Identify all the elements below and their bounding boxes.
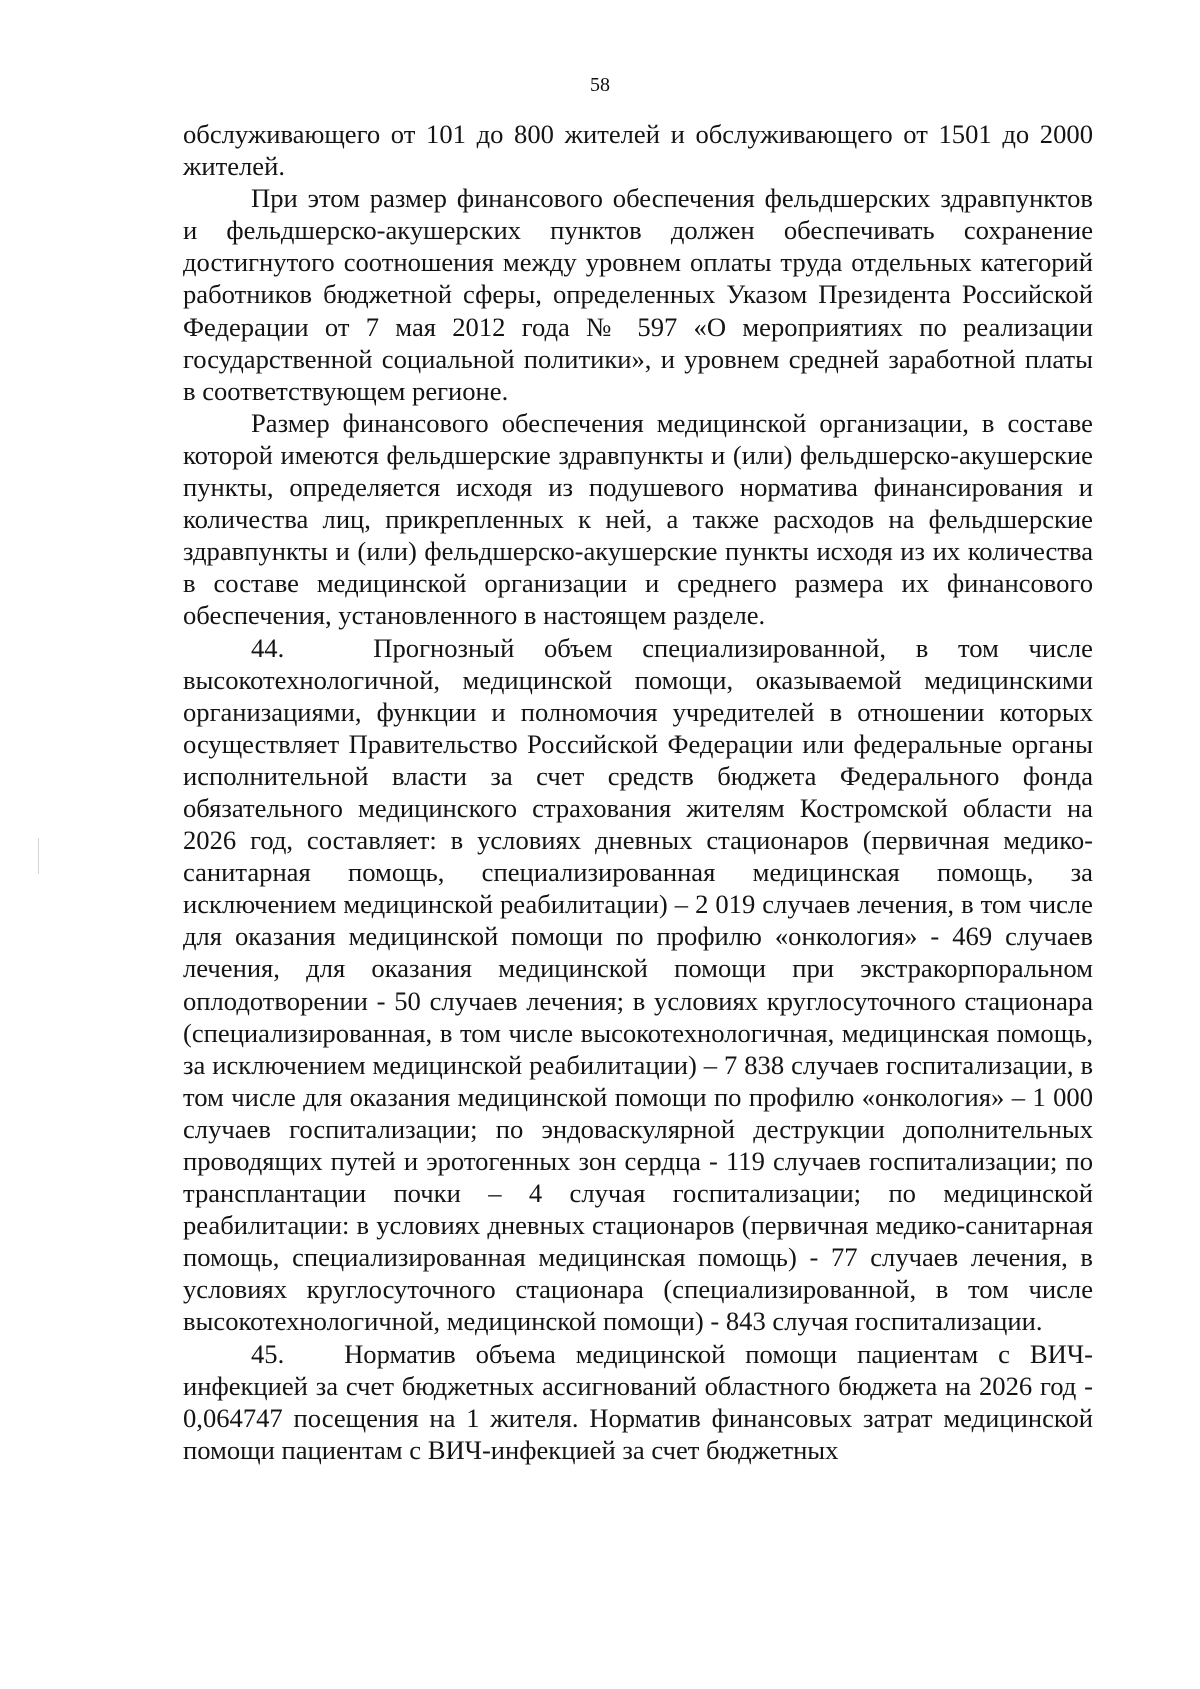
page-number: 58 — [590, 74, 610, 96]
paragraph-text: Норматив объема медицинской помощи пациентам с ВИЧ-инфекцией за счет бюджетных ассигнований областного бюджета на 2026 год - 0,064747 посещения на 1 жителя. Норматив финансовых затрат медицинской помощи пациентам с ВИЧ-инфекцией за счет бюджетных — [183, 1338, 1093, 1465]
item-number: 45. — [251, 1338, 285, 1369]
paragraph-financing-size — [183, 407, 1093, 632]
item-number: 44. — [251, 632, 285, 663]
paragraph-item-45 — [183, 1338, 1093, 1466]
paragraph-fap-salary — [183, 182, 1093, 407]
scan-artifact — [38, 838, 39, 874]
paragraph-item-44 — [183, 632, 1093, 1338]
document-body — [183, 118, 1093, 1466]
paragraph-continuation — [183, 118, 1093, 182]
paragraph-text: При этом размер финансового обеспечения фельдшерских здравпунктов и фельдшерско-акушерских пунктов должен обеспечивать сохранение достигнутого соотношения между уровнем оплаты труда отдельных категорий работников бюджетной сферы, определенных Указом Президента Российской Федерации от 7 мая 2012 года № 597 «О мероприятиях по реализации государственной социальной политики», и уровнем средней заработной платы в соответствующем регионе. — [183, 183, 1093, 406]
paragraph-text: Размер финансового обеспечения медицинской организации, в составе которой имеются фельдшерские здравпункты и (или) фельдшерско-акушерские пункты, определяется исходя из подушевого норматива финансирования и количества лиц, прикрепленных к ней, а также расходов на фельдшерские здравпункты и (или) фельдшерско-акушерские пункты исходя из их количества в составе медицинской организации и среднего размера их финансового обеспечения, установленного в настоящем разделе. — [183, 407, 1093, 631]
paragraph-text: обслуживающего от 101 до 800 жителей и обслуживающего от 1501 до 2000 жителей. — [183, 119, 1093, 182]
paragraph-text: Прогнозный объем специализированной, в том числе высокотехнологичной, медицинской помощи, оказываемой медицинскими организациями, функции и полномочия учредителей в отношении которых осуществляет Правительство Российской Федерации или федеральные органы исполнительной власти за счет средств бюджета Федерального фонда обязательного медицинского страхования жителям Костромской области на 2026 год, составляет: в условиях дневных стационаров (первичная медико-санитарная помощь, специализированная медицинская помощь, за исключением медицинской реабилитации) – 2 019 случаев лечения, в том числе для оказания медицинской помощи по профилю «онкология» - 469 случаев лечения, для оказания медицинской помощи при экстракорпоральном оплодотворении - 50 случаев лечения; в условиях круглосуточного стационара (специализированная, в том числе высокотехнологичная, медицинская помощь, за исключением медицинской реабилитации) – 7 838 случаев госпитализации, в том числе для оказания медицинской помощи по профилю «онкология» – 1 000 случаев госпитализации; по эндоваскулярной деструкции дополнительных проводящих путей и эротогенных зон сердца - 119 случаев госпитализации; по трансплантации почки – 4 случая госпитализации; по медицинской реабилитации: в условиях дневных стационаров (первичная медико-санитарная помощь, специализированная медицинская помощь) - 77 случаев лечения, в условиях круглосуточного стационара (специализированной, в том числе высокотехнологичной, медицинской помощи) - 843 случая госпитализации. — [183, 632, 1093, 1337]
